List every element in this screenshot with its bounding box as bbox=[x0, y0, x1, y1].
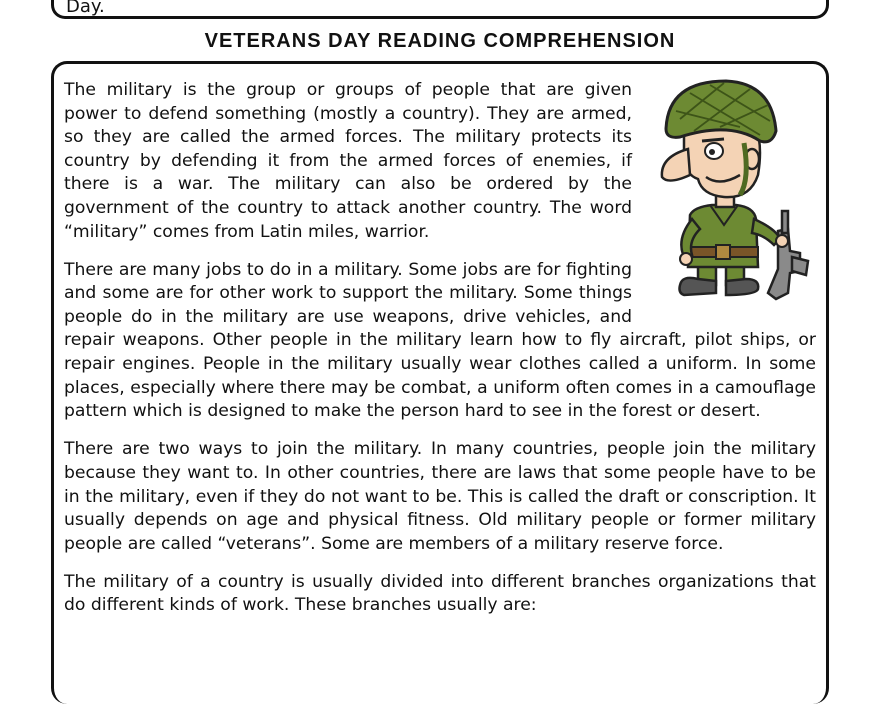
page-title: VETERANS DAY READING COMPREHENSION bbox=[204, 30, 676, 52]
paragraph-1: The military is the group or groups of people that are given power to defend something (mostly a country). They are armed, so they are called the armed forces. The military protects its country by defending it from the armed forces of enemies, if there is a war. The military can also be ordered by the government of the country to attack another country. The word “military” comes from Latin miles, warrior. bbox=[64, 80, 632, 242]
paragraph-4: The military of a country is usually divided into different branches organizations that do different kinds of work. These branches usually are: bbox=[64, 571, 816, 616]
previous-section-box bbox=[51, 0, 829, 19]
paragraph-2: There are many jobs to do in a military. Some jobs are for fighting and some are for other work to support the military. Some things people do in the military are use weapons, drive vehicles, and repair weapons. Other people in the military learn how to fly aircraft, pilot ships, or repair engines. People in the military usually wear clothes called a uniform. In some places, especially where there may be combat, a uniform often comes in a camouflage pattern which is designed to make the person hard to see in the forest or desert. bbox=[64, 259, 816, 422]
reading-passage bbox=[64, 79, 816, 632]
previous-section-text: Day. bbox=[66, 0, 105, 17]
paragraph-3: There are two ways to join the military. In many countries, people join the military because they want to. In other countries, there are laws that some people have to be in the military, even if they do not want to be. This is called the draft or conscription. It usually depends on age and physical fitness. Old military people or former military people are called “veterans”. Some are members of a military reserve force. bbox=[64, 439, 816, 554]
soldier-cartoon-icon bbox=[640, 79, 820, 307]
